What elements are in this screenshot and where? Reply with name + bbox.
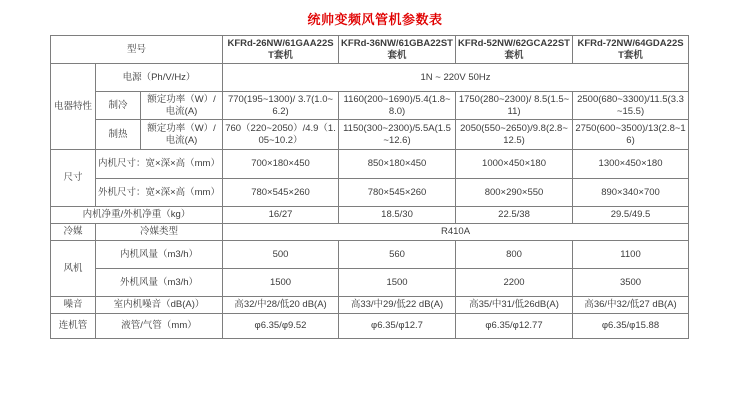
noise-value-cell: 高33/中29/低22 dB(A) xyxy=(339,297,456,314)
row-weight xyxy=(51,207,689,224)
pipes-value-cell: φ6.35/φ12.77 xyxy=(456,314,573,339)
indoor-airflow-value-cell: 500 xyxy=(223,241,339,269)
indoor-dim-value-cell: 1300×450×180 xyxy=(573,150,689,179)
noise-label-cell: 室内机噪音（dB(A)） xyxy=(96,297,223,314)
pipes-value-cell: φ6.35/φ12.7 xyxy=(339,314,456,339)
row-power xyxy=(51,64,689,92)
noise-value-cell: 高35/中31/低26dB(A) xyxy=(456,297,573,314)
spec-table xyxy=(50,35,689,339)
power-label-cell: 电源（Ph/V/Hz） xyxy=(96,64,223,92)
model-name-cell: KFRd-52NW/62GCA22ST套机 xyxy=(456,36,573,64)
group-cell-electrical: 电器特性 xyxy=(51,64,96,150)
group-cell-fan: 风机 xyxy=(51,241,96,297)
row-indoor-dimensions xyxy=(51,150,689,179)
indoor-dim-value-cell: 850×180×450 xyxy=(339,150,456,179)
indoor-airflow-value-cell: 800 xyxy=(456,241,573,269)
heating-label-cell: 制热 xyxy=(96,120,141,150)
heating-value-cell: 760（220~2050）/4.9（1.05~10.2） xyxy=(223,120,339,150)
row-pipes xyxy=(51,314,689,339)
model-name-cell: KFRd-72NW/64GDA22ST套机 xyxy=(573,36,689,64)
outdoor-dim-label-cell: 外机尺寸：宽×深×高（mm） xyxy=(96,179,223,207)
model-name-cell: KFRd-36NW/61GBA22ST套机 xyxy=(339,36,456,64)
cooling-value-cell: 1160(200~1690)/5.4(1.8~8.0) xyxy=(339,92,456,120)
row-indoor-airflow xyxy=(51,241,689,269)
heating-value-cell: 1150(300~2300)/5.5A(1.5~12.6) xyxy=(339,120,456,150)
weight-label-cell: 内机净重/外机净重（kg） xyxy=(51,207,223,224)
weight-value-cell: 18.5/30 xyxy=(339,207,456,224)
heating-spec-label-cell: 额定功率（W）/电流(A) xyxy=(141,120,223,150)
page-title: 统帅变频风管机参数表 xyxy=(307,12,443,27)
outdoor-airflow-value-cell: 1500 xyxy=(223,269,339,297)
pipes-value-cell: φ6.35/φ9.52 xyxy=(223,314,339,339)
group-cell-dimensions: 尺寸 xyxy=(51,150,96,207)
row-cooling xyxy=(51,92,689,120)
power-value-cell: 1N ~ 220V 50Hz xyxy=(223,64,689,92)
heating-value-cell: 2750(600~3500)/13(2.8~16) xyxy=(573,120,689,150)
indoor-airflow-value-cell: 1100 xyxy=(573,241,689,269)
outdoor-dim-value-cell: 800×290×550 xyxy=(456,179,573,207)
cooling-value-cell: 770(195~1300)/ 3.7(1.0~6.2) xyxy=(223,92,339,120)
weight-value-cell: 16/27 xyxy=(223,207,339,224)
weight-value-cell: 29.5/49.5 xyxy=(573,207,689,224)
outdoor-dim-value-cell: 780×545×260 xyxy=(339,179,456,207)
indoor-airflow-label-cell: 内机风量（m3/h） xyxy=(96,241,223,269)
outdoor-airflow-value-cell: 2200 xyxy=(456,269,573,297)
cooling-label-cell: 制冷 xyxy=(96,92,141,120)
indoor-dim-value-cell: 1000×450×180 xyxy=(456,150,573,179)
outdoor-dim-value-cell: 890×340×700 xyxy=(573,179,689,207)
noise-value-cell: 高32/中28/低20 dB(A) xyxy=(223,297,339,314)
outdoor-dim-value-cell: 780×545×260 xyxy=(223,179,339,207)
cooling-value-cell: 1750(280~2300)/ 8.5(1.5~11) xyxy=(456,92,573,120)
row-noise xyxy=(51,297,689,314)
group-cell-noise: 噪音 xyxy=(51,297,96,314)
outdoor-airflow-label-cell: 外机风量（m3/h） xyxy=(96,269,223,297)
group-cell-pipes: 连机管 xyxy=(51,314,96,339)
outdoor-airflow-value-cell: 3500 xyxy=(573,269,689,297)
refrigerant-label-cell: 冷媒类型 xyxy=(96,224,223,241)
row-outdoor-airflow xyxy=(51,269,689,297)
indoor-dim-value-cell: 700×180×450 xyxy=(223,150,339,179)
pipes-value-cell: φ6.35/φ15.88 xyxy=(573,314,689,339)
row-model-header xyxy=(51,36,689,64)
row-refrigerant xyxy=(51,224,689,241)
model-name-cell: KFRd-26NW/61GAA22ST套机 xyxy=(223,36,339,64)
indoor-airflow-value-cell: 560 xyxy=(339,241,456,269)
noise-value-cell: 高36/中32/低27 dB(A) xyxy=(573,297,689,314)
cooling-value-cell: 2500(680~3300)/11.5(3.3~15.5) xyxy=(573,92,689,120)
heating-value-cell: 2050(550~2650)/9.8(2.8~12.5) xyxy=(456,120,573,150)
outdoor-airflow-value-cell: 1500 xyxy=(339,269,456,297)
row-outdoor-dimensions xyxy=(51,179,689,207)
group-cell-refrigerant: 冷媒 xyxy=(51,224,96,241)
row-heating xyxy=(51,120,689,150)
indoor-dim-label-cell: 内机尺寸：宽×深×高（mm） xyxy=(96,150,223,179)
refrigerant-value-cell: R410A xyxy=(223,224,689,241)
weight-value-cell: 22.5/38 xyxy=(456,207,573,224)
cooling-spec-label-cell: 额定功率（W）/电流(A) xyxy=(141,92,223,120)
model-label-cell: 型号 xyxy=(51,36,223,64)
pipes-label-cell: 液管/气管（mm） xyxy=(96,314,223,339)
